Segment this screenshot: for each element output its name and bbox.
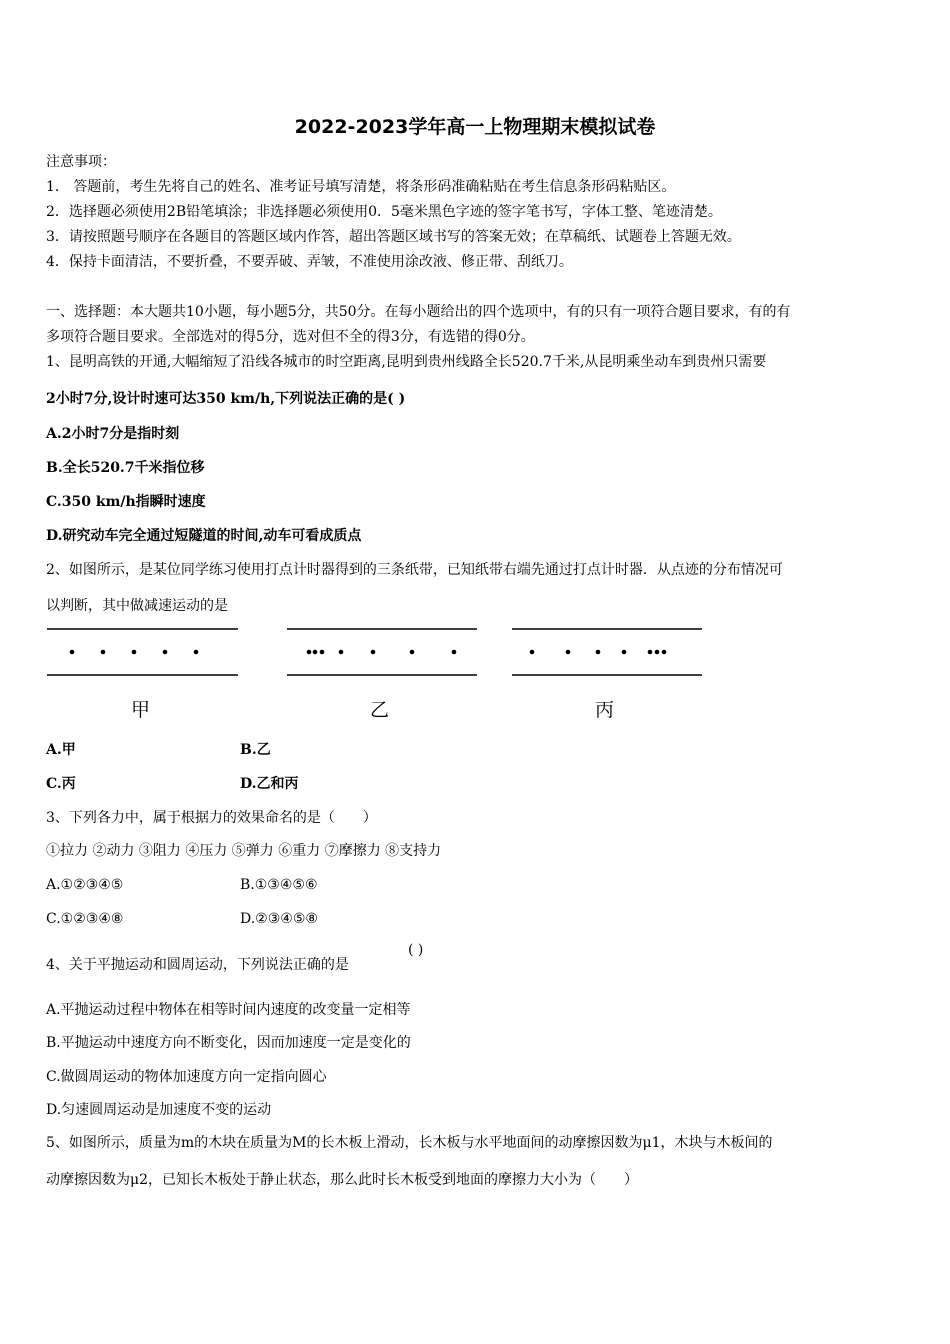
tape-dot	[339, 650, 344, 655]
question-1-option-d: D.研究动车完全通过短隧道的时间,动车可看成质点	[46, 528, 362, 544]
question-1-option-c: C.350 km/h指瞬时速度	[46, 494, 206, 510]
notice-item: 4．保持卡面清洁，不要折叠，不要弄破、弄皱，不准使用涂改液、修正带、刮纸刀。	[46, 254, 573, 270]
question-4-option-d: D.匀速圆周运动是加速度不变的运动	[46, 1102, 272, 1118]
section-intro: 一、选择题：本大题共10小题，每小题5分，共50分。在每小题给出的四个选项中，有的只有一项符合题目要求，有的有	[46, 304, 791, 320]
page-title: 2022-2023学年高一上物理期末模拟试卷	[294, 116, 656, 138]
tape-dot	[622, 650, 627, 655]
question-3-forces: ①拉力 ②动力 ③阻力 ④压力 ⑤弹力 ⑥重力 ⑦摩擦力 ⑧支持力	[46, 843, 442, 859]
question-3-option-a: A.①②③④⑤	[46, 877, 124, 893]
question-2-stem: 2、如图所示，是某位同学练习使用打点计时器得到的三条纸带，已知纸带右端先通过打点计时器．从点迹的分布情况可	[46, 562, 783, 578]
notice-item: 2．选择题必须使用2B铅笔填涂；非选择题必须使用0．5毫米黑色字迹的签字笔书写，字体工整、笔迹清楚。	[46, 204, 722, 220]
tape-dot	[566, 650, 571, 655]
tape-bing	[512, 629, 702, 675]
tape-yi	[287, 629, 477, 675]
question-4-option-b: B.平抛运动中速度方向不断变化，因而加速度一定是变化的	[46, 1035, 411, 1051]
question-1-stem-cont: 2小时7分,设计时速可达350 km/h,下列说法正确的是( )	[46, 391, 406, 407]
question-3-option-c: C.①②③④⑧	[46, 911, 124, 927]
question-4-stem: 4、关于平抛运动和圆周运动，下列说法正确的是	[46, 957, 349, 973]
question-3-option-d: D.②③④⑤⑧	[240, 911, 318, 927]
question-5-stem-cont: 动摩擦因数为μ2，已知长木板处于静止状态，那么此时长木板受到地面的摩擦力大小为（ ）	[46, 1172, 639, 1188]
tape-dot	[163, 650, 168, 655]
tape-dot	[596, 650, 601, 655]
notice-item: 1． 答题前，考生先将自己的姓名、准考证号填写清楚，将条形码准确粘贴在考生信息条形码粘贴区。	[46, 179, 676, 195]
tape-label-yi: 乙	[370, 699, 390, 721]
tape-dot	[307, 650, 312, 655]
tape-dot	[648, 650, 653, 655]
tape-dot	[410, 650, 415, 655]
question-3-option-b: B.①③④⑤⑥	[240, 877, 318, 893]
question-5-stem: 5、如图所示，质量为m的木块在质量为M的长木板上滑动，长木板与水平地面间的动摩擦因数为μ1，木块与木板间的	[46, 1135, 773, 1151]
tape-jia	[47, 629, 238, 675]
tape-dot	[132, 650, 137, 655]
section-intro-cont: 多项符合题目要求。全部选对的得5分，选对但不全的得3分，有选错的得0分。	[46, 329, 535, 345]
tape-dot	[655, 650, 660, 655]
tape-label-jia: 甲	[131, 699, 151, 721]
question-4-option-c: C.做圆周运动的物体加速度方向一定指向圆心	[46, 1069, 327, 1085]
tape-dot	[313, 650, 318, 655]
question-4-option-a: A.平抛运动过程中物体在相等时间内速度的改变量一定相等	[46, 1002, 411, 1018]
tape-dot	[194, 650, 199, 655]
question-1-option-a: A.2小时7分是指时刻	[46, 426, 180, 442]
tape-dot	[371, 650, 376, 655]
tape-dot	[70, 650, 75, 655]
question-2-option-c: C.丙	[46, 776, 76, 792]
question-2-option-d: D.乙和丙	[240, 776, 299, 792]
tape-dot	[530, 650, 535, 655]
tape-dot	[320, 650, 325, 655]
notice-heading: 注意事项：	[46, 154, 116, 170]
question-2-stem-cont: 以判断，其中做减速运动的是	[46, 598, 228, 614]
question-2-option-a: A.甲	[46, 742, 76, 758]
tape-dot	[452, 650, 457, 655]
tape-dot	[101, 650, 106, 655]
tape-dot	[662, 650, 667, 655]
tape-label-bing: 丙	[595, 699, 615, 721]
question-1-option-b: B.全长520.7千米指位移	[46, 460, 205, 476]
question-1-stem: 1、昆明高铁的开通,大幅缩短了沿线各城市的时空距离,昆明到贵州线路全长520.7千米,从昆明乘坐动车到贵州只需要	[46, 354, 767, 370]
question-4-paren: ( )	[408, 942, 424, 958]
question-3-stem: 3、下列各力中，属于根据力的效果命名的是（ ）	[46, 810, 377, 826]
notice-item: 3．请按照题号顺序在各题目的答题区域内作答，超出答题区域书写的答案无效；在草稿纸、试题卷上答题无效。	[46, 229, 741, 245]
question-2-option-b: B.乙	[240, 742, 271, 758]
